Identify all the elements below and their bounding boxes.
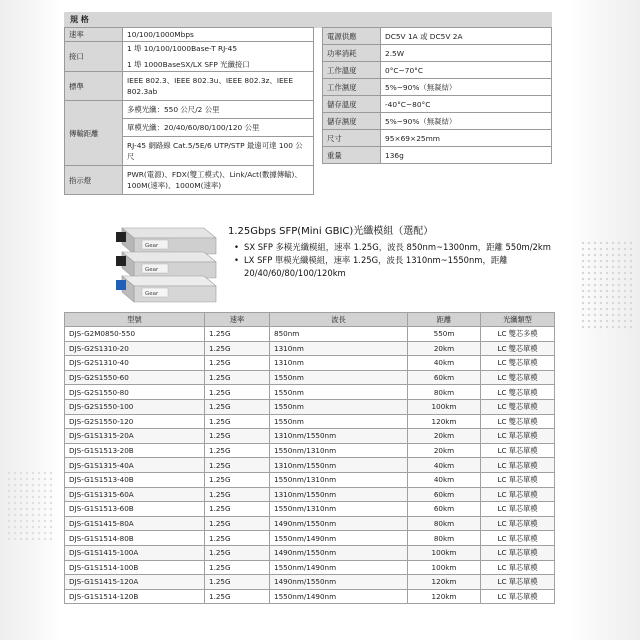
table-row [65,487,555,502]
speed-cell: 1.25G [205,458,270,473]
model-cell: DJS-G1S1513-20B [65,443,205,458]
fiber-type-cell: LC 單芯單模 [481,458,555,473]
model-cell: DJS-G2S1550-120 [65,414,205,429]
speed-cell: 1.25G [205,414,270,429]
model-cell: DJS-G1S1315-60A [65,487,205,502]
spec-value: 單模光纖：20/40/60/80/100/120 公里 [123,119,314,137]
distance-cell: 80km [408,516,481,531]
spec-value: PWR(電源)、FDX(雙工模式)、Link/Act(數據傳輸)、100M(速率)、1000M(速率) [123,166,314,195]
fiber-type-cell: LC 單芯單模 [481,429,555,444]
table-row [65,356,555,371]
model-cell: DJS-G2M0850-550 [65,327,205,342]
spec-row [323,147,552,164]
spec-label: 功率消耗 [323,45,381,62]
spec-value-line: 1 埠 10/100/1000Base-T RJ-45 [127,44,238,53]
speed-cell: 1.25G [205,429,270,444]
speed-cell: 1.25G [205,443,270,458]
fiber-type-cell: LC 雙芯單模 [481,370,555,385]
fiber-type-cell: LC 單芯單模 [481,589,555,604]
distance-cell: 100km [408,399,481,414]
speed-cell: 1.25G [205,531,270,546]
speed-cell: 1.25G [205,385,270,400]
table-row [65,370,555,385]
speed-cell: 1.25G [205,589,270,604]
table-row [65,385,555,400]
spec-row [65,28,314,42]
model-cell: DJS-G2S1550-80 [65,385,205,400]
wavelength-cell: 1550nm [270,370,408,385]
table-row [65,341,555,356]
spec-label: 標準 [65,72,123,101]
table-row [65,458,555,473]
column-header-model: 型號 [65,313,205,327]
model-cell: DJS-G1S1415-100A [65,545,205,560]
wavelength-cell: 1550nm/1490nm [270,560,408,575]
table-row [65,472,555,487]
spec-row [323,28,552,45]
distance-cell: 20km [408,443,481,458]
distance-cell: 100km [408,545,481,560]
spec-row [323,130,552,147]
spec-value: 95×69×25mm [381,130,552,147]
model-cell: DJS-G1S1514-120B [65,589,205,604]
sfp-latch [116,256,126,266]
wavelength-cell: 1550nm/1310nm [270,472,408,487]
wavelength-cell: 1490nm/1550nm [270,575,408,590]
speed-cell: 1.25G [205,327,270,342]
spec-header: 規 格 [64,12,552,28]
distance-cell: 120km [408,575,481,590]
table-row [65,545,555,560]
wavelength-cell: 1550nm [270,385,408,400]
wavelength-cell: 1550nm [270,399,408,414]
fiber-type-cell: LC 單芯單模 [481,443,555,458]
spec-value: 10/100/1000Mbps [123,28,314,42]
sfp-brand-label: Gear [145,243,159,249]
wavelength-cell: 1310nm/1550nm [270,458,408,473]
sfp-brand-label: Gear [145,291,159,297]
spec-value: 136g [381,147,552,164]
sfp-brand-label: Gear [145,267,159,273]
column-header-fiber-type: 光纖類型 [481,313,555,327]
model-cell: DJS-G1S1514-100B [65,560,205,575]
background-dot-pattern [580,240,632,330]
sfp-bullet: • SX SFP 多模光纖模組，速率 1.25G，波長 850nm~1300nm，距離 550m/2km [232,241,584,254]
table-row [65,560,555,575]
spec-value: 5%~90%（無凝結） [381,79,552,96]
table-row [65,589,555,604]
fiber-type-cell: LC 雙芯單模 [481,356,555,371]
model-cell: DJS-G1S1514-80B [65,531,205,546]
speed-cell: 1.25G [205,516,270,531]
distance-cell: 120km [408,414,481,429]
spec-row [323,113,552,130]
model-cell: DJS-G1S1315-40A [65,458,205,473]
model-cell: DJS-G1S1415-80A [65,516,205,531]
wavelength-cell: 1550nm/1490nm [270,589,408,604]
spec-label: 尺寸 [323,130,381,147]
model-cell: DJS-G2S1550-100 [65,399,205,414]
distance-cell: 60km [408,370,481,385]
spec-row [65,42,314,72]
wavelength-cell: 1550nm/1310nm [270,502,408,517]
model-cell: DJS-G2S1310-20 [65,341,205,356]
wavelength-cell: 1310nm [270,341,408,356]
speed-cell: 1.25G [205,502,270,517]
speed-cell: 1.25G [205,472,270,487]
distance-cell: 550m [408,327,481,342]
spec-label: 重量 [323,147,381,164]
fiber-type-cell: LC 雙芯單模 [481,385,555,400]
speed-cell: 1.25G [205,545,270,560]
spec-table-left [64,27,314,195]
spec-row [65,166,314,195]
spec-value: 多模光纖：550 公尺/2 公里 [123,101,314,119]
fiber-type-cell: LC 單芯單模 [481,531,555,546]
spec-row [323,96,552,113]
fiber-type-cell: LC 單芯單模 [481,472,555,487]
sfp-module-front [116,276,216,302]
model-cell: DJS-G2S1550-60 [65,370,205,385]
speed-cell: 1.25G [205,575,270,590]
wavelength-cell: 1310nm [270,356,408,371]
column-header-wavelength: 波長 [270,313,408,327]
model-cell: DJS-G1S1513-40B [65,472,205,487]
distance-cell: 20km [408,341,481,356]
fiber-type-cell: LC 單芯單模 [481,575,555,590]
spec-label: 儲存濕度 [323,113,381,130]
table-row [65,429,555,444]
sfp-latch [116,232,126,242]
table-row [65,443,555,458]
table-row [65,531,555,546]
spec-value [123,42,314,72]
sfp-latch-blue [116,280,126,290]
model-cell: DJS-G1S1513-60B [65,502,205,517]
spec-row [323,45,552,62]
sfp-module-image [112,214,224,310]
speed-cell: 1.25G [205,356,270,371]
speed-cell: 1.25G [205,487,270,502]
distance-cell: 60km [408,487,481,502]
model-cell: DJS-G1S1315-20A [65,429,205,444]
distance-cell: 100km [408,560,481,575]
spec-label: 接口 [65,42,123,72]
background-watermark-left [0,0,60,640]
fiber-type-cell: LC 單芯單模 [481,516,555,531]
spec-row [65,101,314,119]
fiber-type-cell: LC 單芯單模 [481,487,555,502]
fiber-type-cell: LC 雙芯單模 [481,399,555,414]
sfp-module-table [64,312,555,604]
spec-value: DC5V 1A 或 DC5V 2A [381,28,552,45]
spec-value: 5%~90%（無凝結） [381,113,552,130]
distance-cell: 60km [408,502,481,517]
speed-cell: 1.25G [205,370,270,385]
spec-value: -40°C~80°C [381,96,552,113]
speed-cell: 1.25G [205,399,270,414]
spec-row [323,62,552,79]
spec-value-line: 1 埠 1000BaseSX/LX SFP 光纖接口 [127,60,250,69]
distance-cell: 80km [408,385,481,400]
distance-cell: 120km [408,589,481,604]
distance-cell: 20km [408,429,481,444]
wavelength-cell: 1550nm/1490nm [270,531,408,546]
model-cell: DJS-G1S1415-120A [65,575,205,590]
spec-label: 傳輸距離 [65,101,123,166]
sfp-bullet-list [232,241,584,280]
model-cell: DJS-G2S1310-40 [65,356,205,371]
distance-cell: 40km [408,356,481,371]
spec-label: 工作濕度 [323,79,381,96]
spec-value: 0°C~70°C [381,62,552,79]
speed-cell: 1.25G [205,560,270,575]
column-header-speed: 速率 [205,313,270,327]
spec-value: 2.5W [381,45,552,62]
wavelength-cell: 1490nm/1550nm [270,516,408,531]
speed-cell: 1.25G [205,341,270,356]
spec-label: 儲存溫度 [323,96,381,113]
wavelength-cell: 1490nm/1550nm [270,545,408,560]
sfp-module-table-body [65,327,555,604]
table-row [65,502,555,517]
sfp-title: 1.25Gbps SFP(Mini GBIC)光纖模組（選配） [228,226,434,237]
spec-value: RJ-45 網路線 Cat.5/5E/6 UTP/STP 最遠可達 100 公尺 [123,137,314,166]
distance-cell: 80km [408,531,481,546]
distance-cell: 40km [408,472,481,487]
spec-label: 電源供應 [323,28,381,45]
column-header-distance: 距離 [408,313,481,327]
wavelength-cell: 850nm [270,327,408,342]
spec-row [323,79,552,96]
table-row [65,414,555,429]
fiber-type-cell: LC 雙芯單模 [481,341,555,356]
fiber-type-cell: LC 雙芯多模 [481,327,555,342]
fiber-type-cell: LC 單芯單模 [481,502,555,517]
spec-row [65,72,314,101]
spec-label: 指示燈 [65,166,123,195]
sfp-module-back [116,228,216,254]
spec-label: 工作溫度 [323,62,381,79]
table-row [65,399,555,414]
wavelength-cell: 1310nm/1550nm [270,429,408,444]
wavelength-cell: 1310nm/1550nm [270,487,408,502]
spec-value: IEEE 802.3、IEEE 802.3u、IEEE 802.3z、IEEE 802.3ab [123,72,314,101]
sfp-bullet: • LX SFP 單模光纖模組，速率 1.25G，波長 1310nm~1550nm，距離 20/40/60/80/100/120km [232,254,584,280]
table-row [65,327,555,342]
table-row [65,575,555,590]
fiber-type-cell: LC 單芯單模 [481,545,555,560]
background-dot-pattern-left [6,470,52,540]
distance-cell: 40km [408,458,481,473]
spec-label: 速率 [65,28,123,42]
table-row [65,516,555,531]
table-header-row [65,313,555,327]
fiber-type-cell: LC 單芯單模 [481,560,555,575]
sfp-module-middle [116,252,216,278]
wavelength-cell: 1550nm [270,414,408,429]
spec-table-right [322,27,552,164]
wavelength-cell: 1550nm/1310nm [270,443,408,458]
fiber-type-cell: LC 雙芯單模 [481,414,555,429]
